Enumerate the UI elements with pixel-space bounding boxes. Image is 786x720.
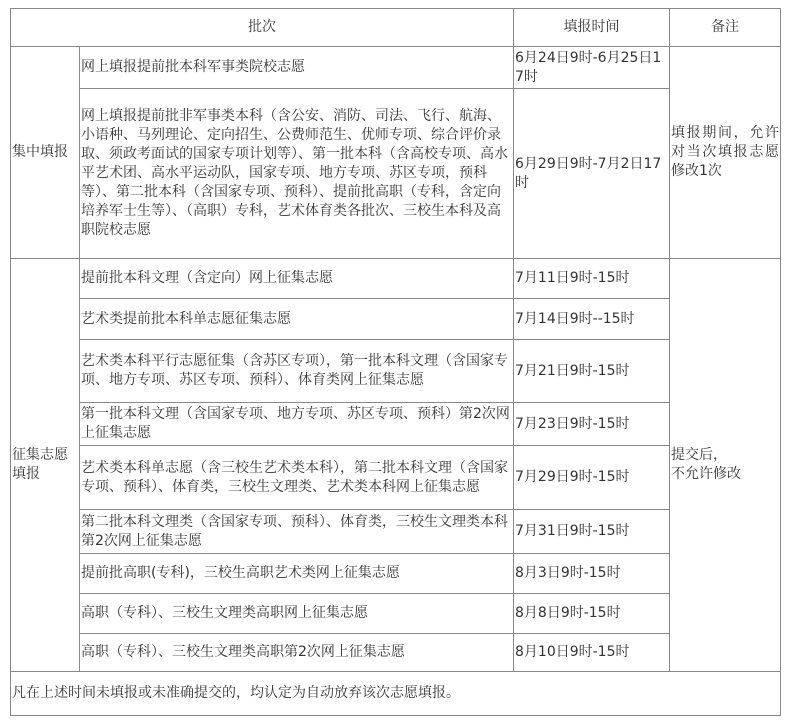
- batch-cell: 艺术类本科平行志愿征集（含苏区专项），第一批本科文理（含国家专项、地方专项、苏区专项、预科）、体育类网上征集志愿: [80, 340, 514, 403]
- batch-cell: 网上填报提前批本科军事类院校志愿: [80, 47, 514, 89]
- footer-note: 凡在上述时间未填报或未准确提交的，均认定为自动放弃该次志愿填报。: [11, 672, 781, 716]
- time-cell: 7月29日9时-15时: [514, 446, 670, 510]
- table-row: [11, 403, 781, 446]
- table-row: [11, 634, 781, 672]
- time-cell: 7月14日9时--15时: [514, 299, 670, 340]
- time-cell: 7月23日9时-15时: [514, 403, 670, 446]
- batch-cell: 高职（专科）、三校生文理类高职第2次网上征集志愿: [80, 634, 514, 672]
- batch-cell: 提前批高职(专科)，三校生高职艺术类网上征集志愿: [80, 554, 514, 594]
- time-cell: 8月10日9时-15时: [514, 634, 670, 672]
- table-row: [11, 259, 781, 299]
- remark-line-2: 不允许修改: [671, 466, 741, 482]
- table-row: [11, 594, 781, 634]
- time-cell: 6月24日9时-6月25日17时: [514, 47, 670, 89]
- remark-centralized: [670, 47, 781, 259]
- batch-cell: 第一批本科文理（含国家专项、地方专项、苏区专项、预科）第2次网上征集志愿: [80, 403, 514, 446]
- batch-cell: 艺术类提前批本科单志愿征集志愿: [80, 299, 514, 340]
- table-row: [11, 554, 781, 594]
- time-cell: 7月11日9时-15时: [514, 259, 670, 299]
- schedule-table: [10, 8, 781, 716]
- batch-cell: 艺术类本科单志愿（含三校生艺术类本科），第二批本科文理（含国家专项、预科）、体育类，三校生文理类、艺术类本科网上征集志愿: [80, 446, 514, 510]
- remark-centralized-text: 填报期间，允许对当次填报志愿修改1次: [671, 125, 779, 179]
- time-cell: 6月29日9时-7月2日17时: [514, 89, 670, 259]
- group-label-supplementary: 征集志愿填报: [11, 259, 80, 672]
- table-row: [11, 299, 781, 340]
- header-time: 填报时间: [514, 9, 670, 47]
- time-cell: 7月31日9时-15时: [514, 510, 670, 554]
- batch-cell: 网上填报提前批非军事类本科（含公安、消防、司法、飞行、航海、小语种、马列理论、定向招生、公费师范生、优师专项、综合评价录取、须政考面试的国家专项计划等）、第一批本科（含高校专项、高水平艺术团、高水平运动队，国家专项、地方专项、苏区专项，预科等）、第二批本科（含国家专项、预科）、提前批高职（专科，含定向培养军士生等）、（高职）专科，艺术体育类各批次、三校生本科及高职院校志愿: [80, 89, 514, 259]
- footer-row: [11, 672, 781, 716]
- table-row: [11, 340, 781, 403]
- batch-cell: 提前批本科文理（含定向）网上征集志愿: [80, 259, 514, 299]
- table-row: [11, 510, 781, 554]
- batch-cell: 第二批本科文理类（含国家专项、预科）、体育类，三校生文理类本科第2次网上征集志愿: [80, 510, 514, 554]
- time-cell: 7月21日9时-15时: [514, 340, 670, 403]
- table-row: [11, 47, 781, 89]
- remark-supplementary: [670, 259, 781, 672]
- time-cell: 8月3日9时-15时: [514, 554, 670, 594]
- header-row: [11, 9, 781, 47]
- header-remark: 备注: [670, 9, 781, 47]
- time-cell: 8月8日9时-15时: [514, 594, 670, 634]
- table-row: [11, 89, 781, 259]
- batch-cell: 高职（专科）、三校生文理类高职网上征集志愿: [80, 594, 514, 634]
- group-label-centralized: 集中填报: [11, 47, 80, 259]
- remark-line-1: 提交后，: [671, 447, 727, 463]
- header-batch: 批次: [11, 9, 514, 47]
- table-row: [11, 446, 781, 510]
